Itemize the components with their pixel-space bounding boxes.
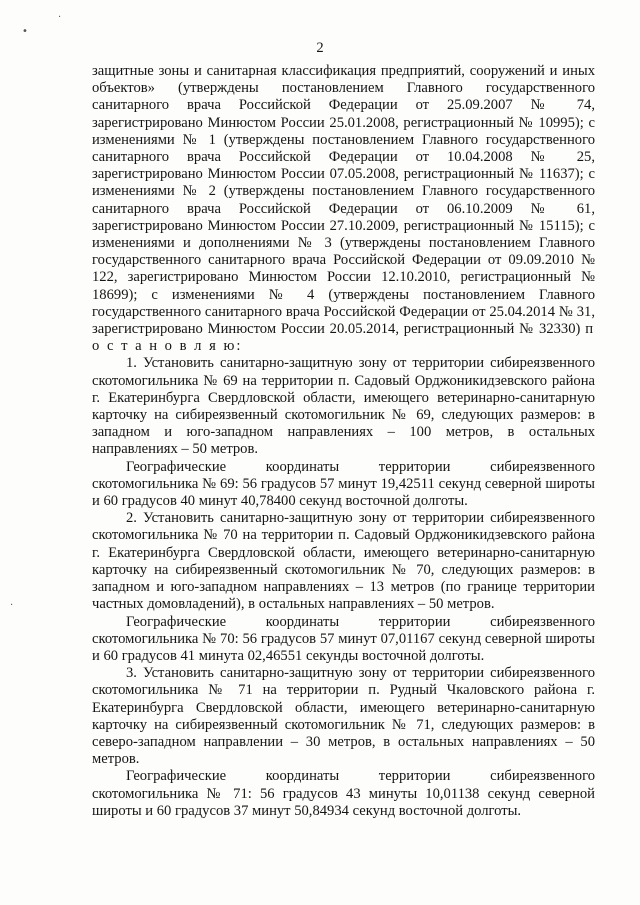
item-2: 2. Установить санитарно-защитную зону от территории сибиреязвенного скотомогильника № 70 на территории п. Садовый Орджоникидзевского района г. Екатеринбурга Свердловской области, имеющего ветеринарно-санитарную карточку на сибиреязвенный скотомогильник № 70, следующих размеров: в западном и юго-западном направлениях – 13 метров (по границе территории частных домовладений), в остальных направлениях – 50 метров. [92, 510, 595, 613]
decree-word: п о с т а н о в л я ю: [92, 321, 595, 355]
coordinates-2: Географические координаты территории сибиреязвенного скотомогильника № 70: 56 градусов 57 минут 07,01167 секунд северной широты и 60 градусов 41 минута 02,46551 секунды восточной долготы. [92, 613, 595, 664]
scan-speck: • [22, 26, 28, 37]
coordinates-3: Географические координаты территории сибиреязвенного скотомогильника № 71: 56 градусов 43 минуты 10,01138 секунд северной широты и 60 градусов 37 минут 50,84934 секунд восточной долготы. [92, 768, 595, 819]
document-body [92, 63, 595, 820]
coordinates-1: Географические координаты территории сибиреязвенного скотомогильника № 69: 56 градусов 57 минут 19,42511 секунд северной широты и 60 градусов 40 минут 40,78400 секунд восточной долготы. [92, 458, 595, 510]
scan-speck: · [58, 12, 62, 23]
intro-paragraph [92, 63, 595, 355]
page-number: 2 [316, 40, 324, 56]
scan-speck: · [10, 600, 14, 611]
intro-text: защитные зоны и санитарная классификация предприятий, сооружений и иных объектов» (утверждены постановлением Главного государственного санитарного врача Российской Федерации от 25.09.2007 № 74, зарегистрировано Минюстом России 25.01.2008, регистрационный № 10995); с изменениями № 1 (утверждены постановлением Главного государственного санитарного врача Российской Федерации от 10.04.2008 № 25, зарегистрировано Минюстом России 07.05.2008, регистрационный № 11637); с изменениями № 2 (утверждены постановлением Главного государственного санитарного врача Российской Федерации от 06.10.2009 № 61, зарегистрировано Минюстом России 27.10.2009, регистрационный № 15115); с изменениями и дополнениями № 3 (утверждены постановлением Главного государственного санитарного врача Российской Федерации от 09.09.2010 № 122, зарегистрировано Минюстом России 12.10.2010, регистрационный № 18699); с изменениями № 4 (утверждены постановлением Главного государственного санитарного врача Российской Федерации от 25.04.2014 № 31, зарегистрировано Минюстом России 20.05.2014, регистрационный № 32330) [92, 63, 595, 338]
item-1: 1. Установить санитарно-защитную зону от территории сибиреязвенного скотомогильника № 69 на территории п. Садовый Орджоникидзевского района г. Екатеринбурга Свердловской области, имеющего ветеринарно-санитарную карточку на сибиреязвенный скотомогильник № 69, следующих размеров: в западном и юго-западном направлениях – 100 метров, в остальных направлениях – 50 метров. [92, 355, 595, 458]
item-3: 3. Установить санитарно-защитную зону от территории сибиреязвенного скотомогильника № 71 на территории п. Рудный Чкаловского района г. Екатеринбурга Свердловской области, имеющего ветеринарно-санитарную карточку на сибиреязвенный скотомогильник № 71, следующих размеров: в северо-западном направлении – 30 метров, в остальных направлениях – 50 метров. [92, 665, 595, 768]
